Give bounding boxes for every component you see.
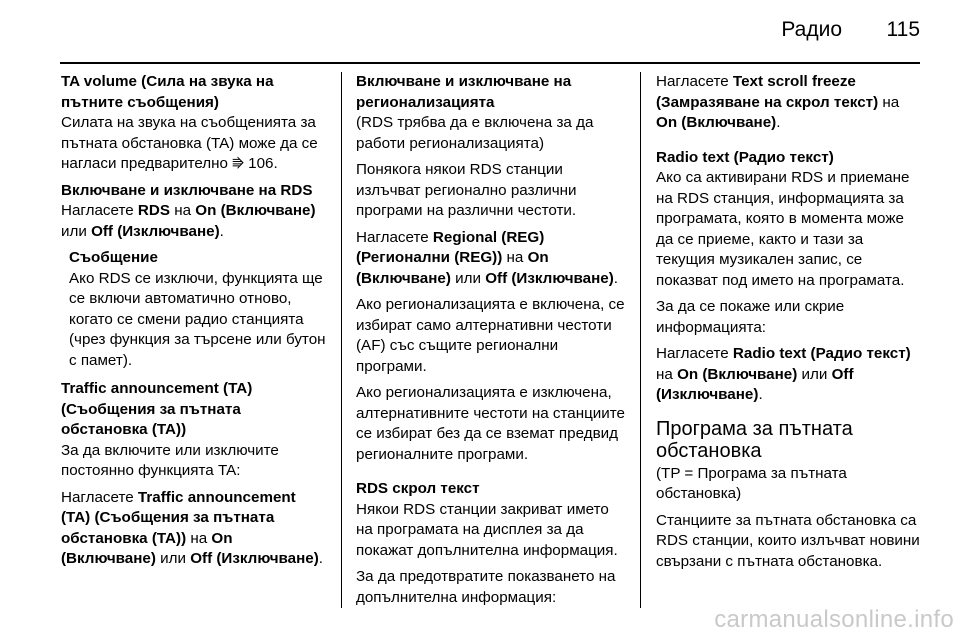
paragraph: (TP = Програма за пътната обстановка) bbox=[656, 464, 847, 502]
heading-traffic-program: Програма за пътната обстановка bbox=[656, 417, 853, 462]
paragraph: За да се покаже или скрие информацията: bbox=[656, 298, 845, 336]
paragraph: Ако регионализацията е включена, се избират само алтернативни честоти (AF) със същите регионални програми. bbox=[356, 296, 625, 375]
column-divider bbox=[640, 72, 641, 608]
note-text: Ако RDS се изключи, функцията ще се включи автоматично отново, когато се смени радио станцията (чрез функция за търсене или бутон с памет). bbox=[69, 269, 326, 369]
page-reference-arrow-icon: ⭆ bbox=[232, 156, 244, 171]
paragraph: Някои RDS станции закриват името на програмата на дисплея за да покажат допълнителна информация. bbox=[356, 500, 618, 559]
page-number: 115 bbox=[886, 18, 920, 41]
paragraph: Нагласете Regional (REG) (Регионални (REG)) на On (Включване) или Off (Изключване). bbox=[356, 228, 619, 287]
column-2 bbox=[356, 72, 628, 614]
section-title: Радио bbox=[781, 18, 842, 41]
note-title: Съобщение bbox=[69, 249, 158, 266]
paragraph: Нагласете Text scroll freeze (Замразяване на скрол текст) на On (Включване). bbox=[656, 73, 900, 131]
heading-radio-text: Radio text (Радио текст) bbox=[656, 148, 834, 166]
paragraph: Понякога някои RDS станции излъчват регионално различни програми на различни честоти. bbox=[356, 161, 577, 219]
paragraph: Нагласете Traffic announcement (TA) (Съобщения за пътната обстановка (TA)) на On (Включване) или Off (Изключване). bbox=[61, 488, 324, 567]
paragraph: За да включите или изключите постоянно функцията TA: bbox=[61, 441, 279, 479]
page-header bbox=[60, 0, 920, 64]
watermark: carmanualsonline.info bbox=[714, 606, 954, 633]
heading-rds-toggle: Включване и изключване на RDS bbox=[61, 181, 313, 199]
paragraph: За да предотвратите показването на допълнителна информация: bbox=[356, 568, 616, 606]
note-box bbox=[61, 248, 329, 371]
column-3 bbox=[656, 72, 924, 578]
heading-traffic-announcement: Traffic announcement (TA) (Съобщения за пътната обстановка (TA)) bbox=[61, 380, 253, 438]
paragraph: Станциите за пътната обстановка са RDS станции, които излъчват новини свързани с пътната обстановка. bbox=[656, 511, 920, 570]
paragraph: Нагласете Radio text (Радио текст) на On (Включване) или Off (Изключване). bbox=[656, 345, 911, 403]
paragraph: Нагласете RDS на On (Включване) или Off (Изключване). bbox=[61, 202, 316, 240]
column-1 bbox=[61, 72, 329, 576]
column-divider bbox=[341, 72, 342, 608]
paragraph: Ако са активирани RDS и приемане на RDS станция, информацията за програмата, която в момента може да се приеме, както и тази за текущия музикален запис, се показват под името на програмата. bbox=[656, 169, 910, 289]
paragraph: Ако регионализацията е изключена, алтернативните честоти на станциите се избират без да се вземат предвид регионалните програми. bbox=[356, 384, 625, 463]
paragraph: Силата на звука на съобщенията за пътната обстановка (TA) може да се нагласи предварително ⭆ 106. bbox=[61, 114, 318, 172]
heading-rds-scroll-text: RDS скрол текст bbox=[356, 480, 480, 497]
heading-ta-volume: TA volume (Сила на звука на пътните съобщения) bbox=[61, 73, 274, 111]
heading-regionalization: Включване и изключване на регионализацията bbox=[356, 73, 572, 111]
paragraph: (RDS трябва да е включена за да работи регионализацията) bbox=[356, 114, 594, 152]
